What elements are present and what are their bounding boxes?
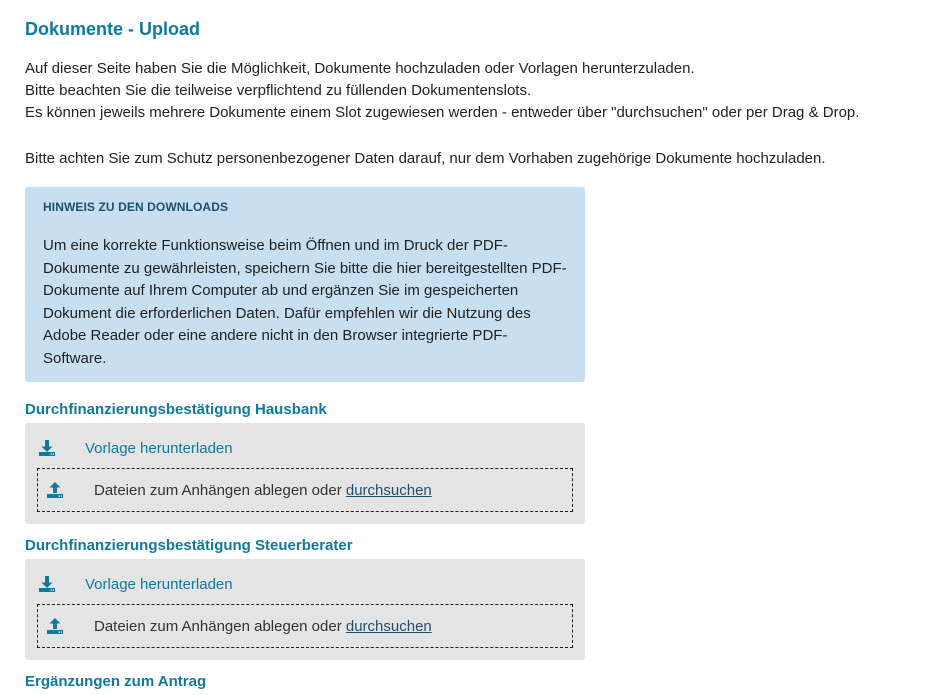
upload-icon xyxy=(46,617,64,635)
download-template-link[interactable] xyxy=(37,571,573,597)
intro-line-1: Auf dieser Seite haben Sie die Möglichkeit, Dokumente hochzuladen oder Vorlagen herunterzuladen. xyxy=(25,60,695,77)
slot-title: Durchfinanzierungsbestätigung Hausbank xyxy=(25,401,327,418)
dropzone-text xyxy=(94,482,432,499)
download-icon xyxy=(37,574,57,594)
file-dropzone[interactable] xyxy=(37,468,573,512)
download-template-label[interactable]: Vorlage herunterladen xyxy=(85,575,233,593)
slot-title: Ergänzungen zum Antrag xyxy=(25,673,207,690)
intro-line-3: Es können jeweils mehrere Dokumente einem Slot zugewiesen werden - entweder über "durchsuchen" oder per Drag & Drop. xyxy=(25,104,860,121)
downloads-notice xyxy=(25,187,585,382)
notice-title: HINWEIS ZU DEN DOWNLOADS xyxy=(43,200,229,214)
intro-line-2: Bitte beachten Sie die teilweise verpflichtend zu füllenden Dokumentenslots. xyxy=(25,82,532,99)
slot-box xyxy=(25,423,585,524)
download-template-label[interactable]: Vorlage herunterladen xyxy=(85,439,233,457)
document-slot-ergaenzungen xyxy=(25,672,585,695)
dropzone-hint: Dateien zum Anhängen ablegen oder xyxy=(94,481,346,499)
dropzone-hint: Dateien zum Anhängen ablegen oder xyxy=(94,617,346,635)
privacy-note: Bitte achten Sie zum Schutz personenbezogener Daten darauf, nur dem Vorhaben zugehörige Dokumente hochzuladen. xyxy=(25,150,826,167)
page-title: Dokumente - Upload xyxy=(25,19,201,39)
slot-box xyxy=(25,559,585,660)
browse-link[interactable]: durchsuchen xyxy=(345,617,432,635)
notice-text: Um eine korrekte Funktionsweise beim Öffnen und im Druck der PDF-Dokumente zu gewährleisten, speichern Sie bitte die hier bereitgestellten PDF-Dokumente auf Ihrem Computer ab und ergänzen Sie im gespeicherten Dokument die erforderlichen Daten. Dafür empfehlen wir die Nutzung des Adobe Reader oder eine andere nicht in den Browser integrierte PDF-Software. xyxy=(43,237,567,367)
document-slot-hausbank xyxy=(25,400,585,524)
dropzone-text xyxy=(94,618,432,635)
document-slot-steuerberater xyxy=(25,536,585,660)
intro-text xyxy=(25,58,924,124)
download-template-link[interactable] xyxy=(37,435,573,461)
file-dropzone[interactable] xyxy=(37,604,573,648)
download-icon xyxy=(37,438,57,458)
upload-icon xyxy=(46,481,64,499)
slot-title: Durchfinanzierungsbestätigung Steuerberater xyxy=(25,537,353,554)
browse-link[interactable]: durchsuchen xyxy=(345,481,432,499)
